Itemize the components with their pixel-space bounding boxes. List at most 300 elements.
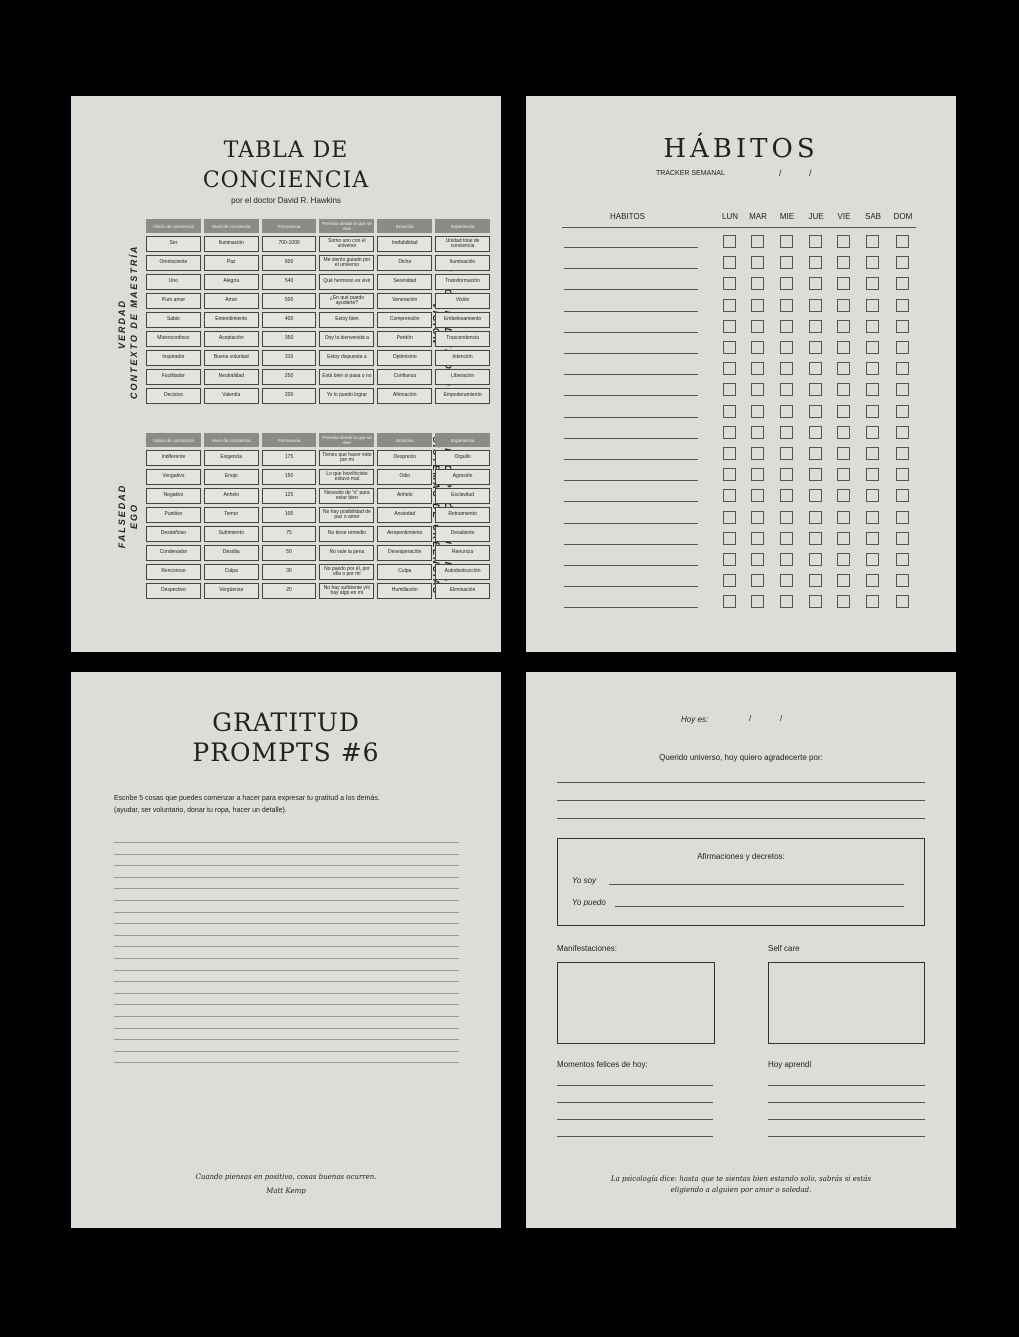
yo-soy-label: Yo soy xyxy=(572,876,597,885)
habit-checkbox[interactable] xyxy=(809,341,822,354)
habit-checkbox[interactable] xyxy=(866,235,879,248)
habit-checkbox[interactable] xyxy=(809,426,822,439)
habit-checkbox[interactable] xyxy=(837,511,850,524)
writing-line[interactable] xyxy=(114,970,459,971)
habit-line[interactable] xyxy=(564,501,698,502)
day-header: DOM xyxy=(893,212,913,221)
habits-column-header: HABITOS xyxy=(610,212,645,221)
table-cell: Aceptación xyxy=(204,331,259,347)
habit-checkbox[interactable] xyxy=(837,595,850,608)
page-title: HÁBITOS xyxy=(663,134,819,164)
writing-line[interactable] xyxy=(114,981,459,982)
consciousness-table-page xyxy=(71,96,501,652)
habit-checkbox[interactable] xyxy=(837,235,850,248)
table-cell: Despectivo xyxy=(146,583,201,599)
table-cell: Sufrimiento xyxy=(204,526,259,542)
habit-checkbox[interactable] xyxy=(866,511,879,524)
table-cell: Eliminación xyxy=(435,583,490,599)
habit-checkbox[interactable] xyxy=(751,532,764,545)
habit-checkbox[interactable] xyxy=(809,277,822,290)
habit-checkbox[interactable] xyxy=(866,468,879,481)
habit-checkbox[interactable] xyxy=(751,320,764,333)
habit-line[interactable] xyxy=(564,374,698,375)
habit-checkbox[interactable] xyxy=(751,383,764,396)
table-cell: Desprecio xyxy=(377,450,432,466)
table-cell: 50 xyxy=(262,545,317,561)
table-cell: Veneración xyxy=(377,293,432,309)
habit-checkbox[interactable] xyxy=(896,574,909,587)
header-divider xyxy=(562,227,916,228)
habit-checkbox[interactable] xyxy=(896,383,909,396)
today-label: Hoy es: xyxy=(681,715,709,724)
quote xyxy=(71,1170,501,1198)
writing-line[interactable] xyxy=(114,842,459,843)
habit-checkbox[interactable] xyxy=(809,299,822,312)
habit-checkbox[interactable] xyxy=(809,235,822,248)
day-header: LUN xyxy=(721,212,738,221)
prompt-line-1: Escribe 5 cosas que puedes comenzar a hacer para expresar tu gratitud a los demás. xyxy=(114,795,380,802)
habit-checkbox[interactable] xyxy=(809,532,822,545)
table-cell: No tiene remedio xyxy=(319,526,374,542)
table-cell: Vengativo xyxy=(146,469,201,485)
habit-checkbox[interactable] xyxy=(780,426,793,439)
habit-checkbox[interactable] xyxy=(723,489,736,502)
habit-checkbox[interactable] xyxy=(780,341,793,354)
table-row xyxy=(146,564,490,580)
table-cell: Me siento guiado por el universo xyxy=(319,255,374,271)
habit-checkbox[interactable] xyxy=(723,405,736,418)
table-cell: Confianza xyxy=(377,369,432,385)
table-cell: Temor xyxy=(204,507,259,523)
learned-line[interactable] xyxy=(768,1119,925,1120)
habit-line[interactable] xyxy=(564,332,698,333)
happy-moments-line[interactable] xyxy=(557,1119,713,1120)
habit-checkbox[interactable] xyxy=(751,426,764,439)
habit-line[interactable] xyxy=(564,586,698,587)
habit-checkbox[interactable] xyxy=(809,362,822,375)
habit-checkbox[interactable] xyxy=(809,447,822,460)
habit-checkbox[interactable] xyxy=(751,553,764,566)
habit-checkbox[interactable] xyxy=(896,426,909,439)
habit-line[interactable] xyxy=(564,565,698,566)
table-cell: Desaliento xyxy=(435,526,490,542)
column-header: Nivel de conciencia xyxy=(204,433,259,447)
table-cell: 250 xyxy=(262,369,317,385)
table-cell: Vergüenza xyxy=(204,583,259,599)
title-line-2: PROMPTS #6 xyxy=(192,738,380,767)
date-slash: / xyxy=(809,168,812,178)
habit-line[interactable] xyxy=(564,417,698,418)
habit-checkbox[interactable] xyxy=(723,320,736,333)
table-cell: Yo lo puedo lograr xyxy=(319,388,374,404)
habit-line[interactable] xyxy=(564,311,698,312)
habit-checkbox[interactable] xyxy=(896,362,909,375)
table-cell: 20 xyxy=(262,583,317,599)
table-row xyxy=(146,274,490,290)
habit-checkbox[interactable] xyxy=(866,299,879,312)
table-row xyxy=(146,331,490,347)
writing-line[interactable] xyxy=(114,1039,459,1040)
happy-moments-line[interactable] xyxy=(557,1102,713,1103)
habit-checkbox[interactable] xyxy=(837,426,850,439)
column-header: Emoción xyxy=(377,219,432,233)
habit-checkbox[interactable] xyxy=(896,256,909,269)
table-cell: Anhelo xyxy=(377,488,432,504)
habit-checkbox[interactable] xyxy=(723,256,736,269)
habit-line[interactable] xyxy=(564,247,698,248)
habit-checkbox[interactable] xyxy=(809,511,822,524)
habit-checkbox[interactable] xyxy=(751,235,764,248)
learned-line[interactable] xyxy=(768,1102,925,1103)
table-cell: Perdón xyxy=(377,331,432,347)
habit-checkbox[interactable] xyxy=(723,341,736,354)
habit-checkbox[interactable] xyxy=(809,383,822,396)
writing-line[interactable] xyxy=(114,1051,459,1052)
habit-checkbox[interactable] xyxy=(896,595,909,608)
habit-checkbox[interactable] xyxy=(837,489,850,502)
habit-checkbox[interactable] xyxy=(866,362,879,375)
habit-checkbox[interactable] xyxy=(780,256,793,269)
self-care-box[interactable] xyxy=(768,962,925,1044)
table-cell: Condenador xyxy=(146,545,201,561)
habit-checkbox[interactable] xyxy=(780,277,793,290)
habit-line[interactable] xyxy=(564,268,698,269)
writing-line[interactable] xyxy=(114,912,459,913)
title-line-1: GRATITUD xyxy=(212,708,360,737)
habit-checkbox[interactable] xyxy=(837,362,850,375)
writing-line[interactable] xyxy=(114,1028,459,1029)
habit-checkbox[interactable] xyxy=(837,256,850,269)
habit-checkbox[interactable] xyxy=(866,532,879,545)
habit-checkbox[interactable] xyxy=(837,447,850,460)
habit-checkbox[interactable] xyxy=(809,489,822,502)
habit-checkbox[interactable] xyxy=(751,447,764,460)
habit-line[interactable] xyxy=(564,544,698,545)
table-cell: Orgullo xyxy=(435,450,490,466)
table-cell: Neutralidad xyxy=(204,369,259,385)
writing-line[interactable] xyxy=(114,865,459,866)
label-truth xyxy=(116,244,140,399)
habit-checkbox[interactable] xyxy=(837,553,850,566)
table-cell: 175 xyxy=(262,450,317,466)
habit-checkbox[interactable] xyxy=(866,553,879,566)
table-cell: Optimismo xyxy=(377,350,432,366)
happy-moments-label: Momentos felices de hoy: xyxy=(557,1060,648,1069)
date-slash: / xyxy=(749,714,752,723)
habit-checkbox[interactable] xyxy=(809,574,822,587)
table-cell: 600 xyxy=(262,255,317,271)
writing-line[interactable] xyxy=(557,818,925,819)
habit-checkbox[interactable] xyxy=(809,595,822,608)
self-care-label: Self care xyxy=(768,944,800,953)
table-cell: Liberación xyxy=(435,369,490,385)
table-cell: 150 xyxy=(262,469,317,485)
habit-checkbox[interactable] xyxy=(780,299,793,312)
habit-line[interactable] xyxy=(564,438,698,439)
table-cell: No vale la pena xyxy=(319,545,374,561)
table-cell: ¿En qué puedo ayudarte? xyxy=(319,293,374,309)
habit-checkbox[interactable] xyxy=(837,277,850,290)
table-row xyxy=(146,469,490,485)
habit-checkbox[interactable] xyxy=(866,256,879,269)
habit-checkbox[interactable] xyxy=(896,468,909,481)
table-cell: Arrepentimiento xyxy=(377,526,432,542)
habit-checkbox[interactable] xyxy=(837,299,850,312)
habit-checkbox[interactable] xyxy=(780,468,793,481)
column-header: Premisa desde la que se vive xyxy=(319,433,374,447)
day-header: SAB xyxy=(864,212,881,221)
habit-checkbox[interactable] xyxy=(723,426,736,439)
table-cell: Negativo xyxy=(146,488,201,504)
habit-checkbox[interactable] xyxy=(751,256,764,269)
habit-checkbox[interactable] xyxy=(837,532,850,545)
label-falsehood-line1: FALSEDAD xyxy=(117,483,127,549)
column-header: Frecuencia xyxy=(262,219,317,233)
gratitude-heading: Querido universo, hoy quiero agradecerte por: xyxy=(659,753,823,762)
learned-line[interactable] xyxy=(768,1085,925,1086)
column-header: Frecuencia xyxy=(262,433,317,447)
happy-moments-line[interactable] xyxy=(557,1085,713,1086)
table-cell: Transformación xyxy=(435,274,490,290)
day-header: JUE xyxy=(808,212,824,221)
column-header: Experiencia xyxy=(435,433,490,447)
page-title xyxy=(71,708,501,768)
table-row xyxy=(146,369,490,385)
habit-checkbox[interactable] xyxy=(866,447,879,460)
habit-checkbox[interactable] xyxy=(809,256,822,269)
habit-checkbox[interactable] xyxy=(723,362,736,375)
quote-line-2: eligiendo a alguien por amor o soledad. xyxy=(670,1186,812,1194)
habit-checkbox[interactable] xyxy=(780,489,793,502)
habit-checkbox[interactable] xyxy=(780,405,793,418)
habit-checkbox[interactable] xyxy=(723,277,736,290)
table-cell: Inspirador xyxy=(146,350,201,366)
table-cell: Autodestrucción xyxy=(435,564,490,580)
habit-checkbox[interactable] xyxy=(896,277,909,290)
habit-checkbox[interactable] xyxy=(780,532,793,545)
habit-checkbox[interactable] xyxy=(751,362,764,375)
habit-checkbox[interactable] xyxy=(837,574,850,587)
habit-checkbox[interactable] xyxy=(780,235,793,248)
writing-line[interactable] xyxy=(114,888,459,889)
table-row xyxy=(146,255,490,271)
page-subtitle: por el doctor David R. Hawkins xyxy=(231,196,341,205)
habit-checkbox[interactable] xyxy=(866,595,879,608)
writing-line[interactable] xyxy=(114,854,459,855)
table-row xyxy=(146,450,490,466)
habit-checkbox[interactable] xyxy=(751,299,764,312)
habit-checkbox[interactable] xyxy=(866,277,879,290)
writing-line[interactable] xyxy=(114,946,459,947)
happy-moments-line[interactable] xyxy=(557,1136,713,1137)
habit-checkbox[interactable] xyxy=(780,553,793,566)
habit-checkbox[interactable] xyxy=(837,341,850,354)
table-cell: Decisivo xyxy=(146,388,201,404)
habit-checkbox[interactable] xyxy=(896,405,909,418)
habit-line[interactable] xyxy=(564,523,698,524)
table-cell: Visión xyxy=(435,293,490,309)
habit-line[interactable] xyxy=(564,480,698,481)
table-cell: Alegría xyxy=(204,274,259,290)
table-row xyxy=(146,388,490,404)
habit-checkbox[interactable] xyxy=(837,405,850,418)
habit-line[interactable] xyxy=(564,459,698,460)
table-cell: Doy la bienvenida a xyxy=(319,331,374,347)
habit-line[interactable] xyxy=(564,395,698,396)
column-header: Visión de conciencia xyxy=(146,219,201,233)
learned-label: Hoy aprendí xyxy=(768,1060,812,1069)
habit-line[interactable] xyxy=(564,353,698,354)
day-header: MIE xyxy=(779,212,795,221)
table-cell: No hay suficiente y/o hay algo en mí xyxy=(319,583,374,599)
column-header: Premisa desde la que se vive xyxy=(319,219,374,233)
habit-line[interactable] xyxy=(564,607,698,608)
table-cell: 500 xyxy=(262,293,317,309)
label-perception-line2: SISTEMAS xyxy=(431,436,441,499)
quote-author: Matt Kemp xyxy=(266,1187,306,1195)
table-cell: Desdeñoso xyxy=(146,526,201,542)
habit-checkbox[interactable] xyxy=(896,235,909,248)
table-cell: Valentía xyxy=(204,388,259,404)
yo-soy-line[interactable] xyxy=(609,884,904,885)
daily-journal-page xyxy=(526,672,956,1228)
table-cell: Tienes que hacer esto por mi xyxy=(319,450,374,466)
habit-checkbox[interactable] xyxy=(723,235,736,248)
table-cell: 540 xyxy=(262,274,317,290)
table-row xyxy=(146,507,490,523)
habit-checkbox[interactable] xyxy=(780,362,793,375)
table-cell: Omnisciente xyxy=(146,255,201,271)
habit-checkbox[interactable] xyxy=(723,468,736,481)
habit-checkbox[interactable] xyxy=(751,595,764,608)
table-cell: Renuncia xyxy=(435,545,490,561)
yo-puedo-label: Yo puedo xyxy=(572,898,606,907)
table-cell: Somo uno con el universo xyxy=(319,236,374,252)
habit-checkbox[interactable] xyxy=(809,320,822,333)
table-cell: 310 xyxy=(262,350,317,366)
habit-checkbox[interactable] xyxy=(809,553,822,566)
habit-checkbox[interactable] xyxy=(723,532,736,545)
learned-line[interactable] xyxy=(768,1136,925,1137)
habit-checkbox[interactable] xyxy=(896,489,909,502)
habit-checkbox[interactable] xyxy=(866,489,879,502)
habit-checkbox[interactable] xyxy=(896,320,909,333)
habit-checkbox[interactable] xyxy=(837,468,850,481)
table-cell: Puro amor xyxy=(146,293,201,309)
habit-checkbox[interactable] xyxy=(837,383,850,396)
habit-checkbox[interactable] xyxy=(896,341,909,354)
habit-checkbox[interactable] xyxy=(866,574,879,587)
habit-checkbox[interactable] xyxy=(866,341,879,354)
table-cell: Entendimiento xyxy=(204,312,259,328)
habit-checkbox[interactable] xyxy=(866,405,879,418)
habit-checkbox[interactable] xyxy=(809,405,822,418)
table-cell: 75 xyxy=(262,526,317,542)
habit-checkbox[interactable] xyxy=(896,553,909,566)
habit-checkbox[interactable] xyxy=(723,383,736,396)
habit-checkbox[interactable] xyxy=(866,320,879,333)
table-cell: Punitivo xyxy=(146,507,201,523)
habit-checkbox[interactable] xyxy=(780,595,793,608)
writing-line[interactable] xyxy=(114,877,459,878)
habit-checkbox[interactable] xyxy=(896,532,909,545)
habit-checkbox[interactable] xyxy=(751,489,764,502)
table-cell: 700-1000 xyxy=(262,236,317,252)
table-row xyxy=(146,236,490,252)
prompt-text xyxy=(114,793,454,817)
prompt-line-2: (ayudar, ser voluntario, donar tu ropa, hacer un detalle). xyxy=(114,807,287,814)
table-cell: 100 xyxy=(262,507,317,523)
writing-line[interactable] xyxy=(114,900,459,901)
habit-line[interactable] xyxy=(564,289,698,290)
table-cell: Enojo xyxy=(204,469,259,485)
table-cell: Odio xyxy=(377,469,432,485)
manifestations-box[interactable] xyxy=(557,962,715,1044)
table-cell: Rencoroso xyxy=(146,564,201,580)
habit-checkbox[interactable] xyxy=(723,553,736,566)
habit-checkbox[interactable] xyxy=(866,383,879,396)
habit-checkbox[interactable] xyxy=(751,277,764,290)
column-header: Experiencia xyxy=(435,219,490,233)
habit-checkbox[interactable] xyxy=(780,447,793,460)
habit-checkbox[interactable] xyxy=(751,468,764,481)
habit-checkbox[interactable] xyxy=(896,299,909,312)
consciousness-table-lower xyxy=(143,430,493,602)
habit-checkbox[interactable] xyxy=(866,426,879,439)
table-cell: Amor xyxy=(204,293,259,309)
habit-checkbox[interactable] xyxy=(751,574,764,587)
habit-checkbox[interactable] xyxy=(780,320,793,333)
habit-checkbox[interactable] xyxy=(809,468,822,481)
habit-checkbox[interactable] xyxy=(780,574,793,587)
writing-line[interactable] xyxy=(114,1004,459,1005)
habit-checkbox[interactable] xyxy=(723,595,736,608)
habit-checkbox[interactable] xyxy=(780,383,793,396)
habit-checkbox[interactable] xyxy=(751,341,764,354)
habit-checkbox[interactable] xyxy=(723,511,736,524)
habit-checkbox[interactable] xyxy=(780,511,793,524)
table-cell: 30 xyxy=(262,564,317,580)
writing-line[interactable] xyxy=(114,1016,459,1017)
yo-puedo-line[interactable] xyxy=(615,906,904,907)
writing-line[interactable] xyxy=(557,782,925,783)
habit-checkbox[interactable] xyxy=(751,511,764,524)
writing-line[interactable] xyxy=(114,935,459,936)
table-cell: No hay posibilidad de paz o amor xyxy=(319,507,374,523)
table-cell: Empoderamiento xyxy=(435,388,490,404)
quote-text: Cuando piensas en positivo, cosas buenas ocurren. xyxy=(195,1173,377,1181)
writing-line[interactable] xyxy=(114,923,459,924)
writing-line[interactable] xyxy=(114,1062,459,1063)
label-falsehood-line2: EGO xyxy=(129,503,139,530)
habit-checkbox[interactable] xyxy=(837,320,850,333)
habit-checkbox[interactable] xyxy=(723,447,736,460)
writing-line[interactable] xyxy=(557,800,925,801)
quote-line-1: La psicología dice: hasta que te sientas bien estando solo, sabrás si estás xyxy=(610,1175,872,1183)
table-cell: Afirmación xyxy=(377,388,432,404)
table-row xyxy=(146,526,490,542)
column-header: Emoción xyxy=(377,433,432,447)
table-cell: Estoy bien xyxy=(319,312,374,328)
habit-checkbox[interactable] xyxy=(896,447,909,460)
habit-checkbox[interactable] xyxy=(723,299,736,312)
habit-checkbox[interactable] xyxy=(723,574,736,587)
writing-line[interactable] xyxy=(114,958,459,959)
affirmations-box xyxy=(557,838,925,926)
habit-checkbox[interactable] xyxy=(751,405,764,418)
habit-checkbox[interactable] xyxy=(896,511,909,524)
writing-line[interactable] xyxy=(114,993,459,994)
